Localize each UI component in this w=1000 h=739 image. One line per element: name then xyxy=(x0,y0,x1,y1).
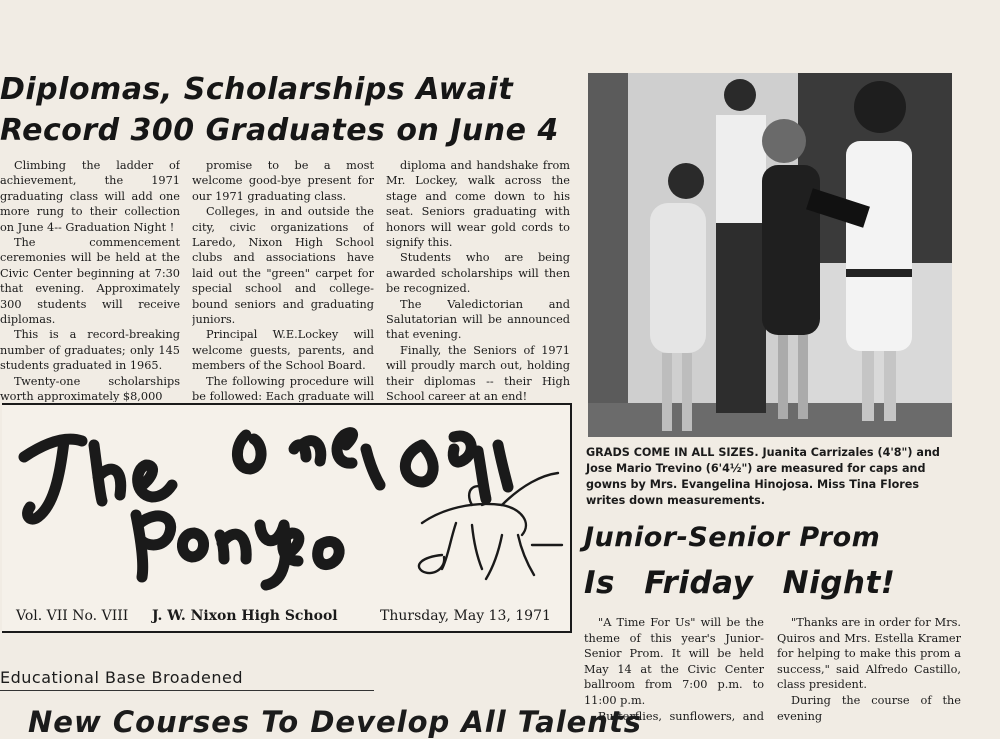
prom-column-2 xyxy=(777,615,961,727)
photo-image xyxy=(588,73,952,437)
main-headline-line2: Record 300 Graduates on June 4 xyxy=(0,113,559,148)
photo-caption xyxy=(586,445,958,509)
school-name: J. W. Nixon High School xyxy=(152,608,338,624)
graduation-photo xyxy=(588,73,952,437)
paragraph: "Thanks are in order for Mrs. Quiros and Mrs. Estella Kramer for helping to make this prom a success," said Alfredo Castillo, class president. xyxy=(777,616,961,692)
paragraph: The commencement ceremonies will be held at the Civic Center beginning at 7:30 that evening. Approximately 300 students will receive diplomas. xyxy=(0,236,180,327)
paragraph: promise to be a most welcome good-bye present for our 1971 graduating class. xyxy=(192,159,374,203)
paragraph: The Valedictorian and Salutatorian will be announced that evening. xyxy=(386,297,570,342)
paragraph: Butterflies, sunflowers, and xyxy=(598,709,764,723)
paragraph: "A Time For Us" will be the theme of this year's Junior-Senior Prom. It will be held May 14 at the Civic Center ballroom from 7:00 p.m. to 11:00 p.m. xyxy=(584,616,764,707)
masthead xyxy=(2,403,572,633)
article-column-1 xyxy=(0,158,180,402)
prom-headline-line1: Junior-Senior Prom xyxy=(584,522,881,553)
section-subhead: Educational Base Broadened xyxy=(0,668,243,687)
paragraph: Principal W.E.Lockey will welcome guests, parents, and members of the School Board. xyxy=(192,328,374,373)
paragraph: Finally, the Seniors of 1971 will proudly march out, holding their diplomas -- their High School career at an end! xyxy=(386,343,570,402)
paragraph: diploma and handshake from Mr. Lockey, walk across the stage and come down to his seat. Seniors graduating with honors will wear gold cords to signify this. xyxy=(386,159,570,250)
caption-text: Juanita Carrizales (4'8") and Jose Mario Trevino (6'4½") are measured for caps and gowns by Mrs. Evangelina Hinojosa. Miss Tina Flores writes down measurements. xyxy=(586,446,940,507)
bottom-headline: New Courses To Develop All Talents xyxy=(28,705,643,739)
paragraph: Colleges, in and outside the city, civic organizations of Laredo, Nixon High School clubs and associations have laid out the "green" carpet for special school and college-bound seniors and graduating juniors. xyxy=(192,205,374,327)
volume-number: Vol. VII No. VIII xyxy=(16,608,129,624)
paragraph: During the course of the evening xyxy=(777,693,961,723)
paragraph: This is a record-breaking number of graduates; only 145 students graduated in 1965. xyxy=(0,328,180,373)
main-headline-line1: Diplomas, Scholarships Await xyxy=(0,72,514,107)
article-column-2 xyxy=(192,158,374,402)
divider xyxy=(0,690,374,691)
issue-date: Thursday, May 13, 1971 xyxy=(380,608,551,624)
caption-lead: GRADS COME IN ALL SIZES. xyxy=(586,446,759,459)
prom-headline-line2: Is Friday Night! xyxy=(584,565,896,601)
article-column-3 xyxy=(386,158,570,402)
pony-express-logo xyxy=(2,405,570,591)
paragraph: Twenty-one scholarships worth approximately $8,000 xyxy=(0,374,180,402)
paragraph: The following procedure will be followed: Each graduate will xyxy=(192,374,374,402)
paragraph: Climbing the ladder of achievement, the 1971 graduating class will add one more rung to their collection on June 4-- Graduation Night ! xyxy=(0,159,180,234)
paragraph: Students who are being awarded scholarships will then be recognized. xyxy=(386,251,570,296)
